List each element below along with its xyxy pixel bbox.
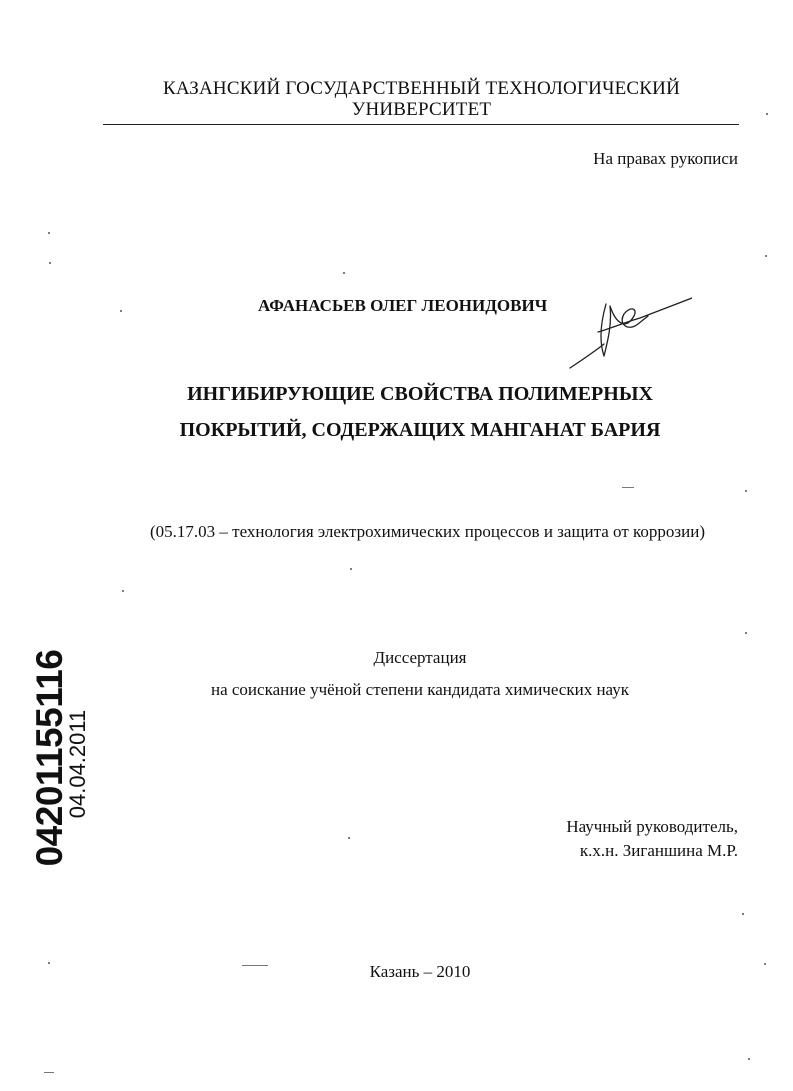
scan-speck bbox=[48, 962, 50, 964]
library-stamp-date: 04.04.2011 bbox=[65, 709, 90, 819]
author-name: АФАНАСЬЕВ ОЛЕГ ЛЕОНИДОВИЧ bbox=[258, 296, 548, 315]
work-type: Диссертация bbox=[373, 648, 467, 667]
supervisor-label: Научный руководитель, bbox=[566, 817, 738, 836]
scan-speck bbox=[49, 262, 51, 264]
scan-speck bbox=[120, 310, 122, 312]
university-name-line-2: УНИВЕРСИТЕТ bbox=[351, 99, 492, 120]
scan-speck bbox=[748, 1058, 750, 1060]
degree-statement: на соискание учёной степени кандидата химических наук bbox=[210, 680, 629, 699]
scan-speck bbox=[742, 913, 744, 915]
supervisor-name: к.х.н. Зиганшина М.Р. bbox=[579, 841, 738, 860]
scan-speck bbox=[766, 113, 768, 115]
dissertation-title-line-2: ПОКРЫТИЙ, СОДЕРЖАЩИХ МАНГАНАТ БАРИЯ bbox=[179, 419, 661, 441]
supervisor-block bbox=[566, 815, 738, 863]
scan-speck bbox=[122, 590, 124, 592]
author-signature bbox=[568, 294, 692, 370]
scan-speck bbox=[765, 255, 767, 257]
manuscript-rights-note: На правах рукописи bbox=[593, 149, 738, 168]
scan-dash bbox=[44, 1072, 54, 1073]
specialty-code: (05.17.03 – технология электрохимических процессов и защита от коррозии) bbox=[150, 522, 705, 541]
scan-speck bbox=[48, 232, 50, 234]
university-name bbox=[105, 78, 738, 120]
scan-dash bbox=[242, 965, 268, 966]
scan-dash bbox=[622, 487, 634, 488]
scan-speck bbox=[745, 490, 747, 492]
dissertation-title bbox=[120, 376, 720, 448]
library-stamp-number: 04201155116 bbox=[29, 649, 70, 867]
scan-speck bbox=[745, 632, 747, 634]
header-rule bbox=[103, 124, 739, 125]
university-name-line-1: КАЗАНСКИЙ ГОСУДАРСТВЕННЫЙ ТЕХНОЛОГИЧЕСКИЙ bbox=[162, 78, 681, 99]
dissertation-title-line-1: ИНГИБИРУЮЩИЕ СВОЙСТВА ПОЛИМЕРНЫХ bbox=[187, 383, 653, 405]
city-year: Казань – 2010 bbox=[369, 962, 471, 981]
scan-speck bbox=[348, 837, 350, 839]
scan-speck bbox=[350, 568, 352, 570]
scan-speck bbox=[343, 272, 345, 274]
scan-speck bbox=[764, 963, 766, 965]
